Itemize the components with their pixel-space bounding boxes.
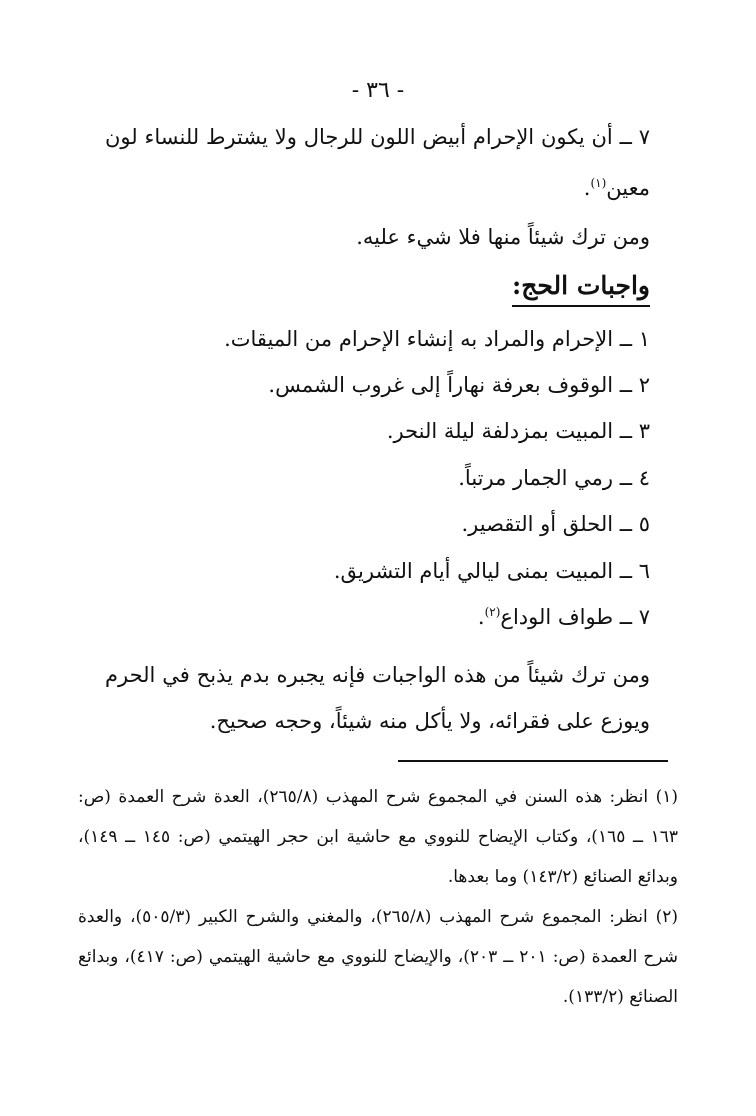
conditions-item-7-text: ٧ ــ أن يكون الإحرام أبيض اللون للرجال ولا يشترط للنساء لون معين (105, 125, 650, 200)
footnote-1 (78, 777, 678, 897)
list-item: ٤ ــ رمي الجمار مرتباً. (458, 466, 650, 490)
conditions-note: ومن ترك شيئاً منها فلا شيء عليه. (356, 225, 650, 249)
page-number: - ٣٦ - (351, 78, 405, 103)
list-item: ١ ــ الإحرام والمراد به إنشاء الإحرام من الميقات. (224, 327, 650, 351)
footnote-text: انظر: المجموع شرح المهذب (٢٦٥/٨)، والمغني والشرح الكبير (٥٠٥/٣)، والعدة شرح العمدة (ص: ٢٠١ ــ ٢٠٣)، والإيضاح للنووي مع حاشية الهيتمي (ص: ٤١٧)، وبدائع الصنائع (١٣٣/٢). (78, 907, 679, 1007)
list-item: ٧ ــ طواف الوداع$^{(٢)}$. (477, 605, 650, 629)
section-heading: واجبات الحج: (512, 269, 650, 307)
footnote-number: (١) (655, 787, 678, 807)
list-item: ٣ ــ المبيت بمزدلفة ليلة النحر. (386, 419, 650, 443)
footnote-ref-2: (٢) (484, 605, 501, 619)
footnote-number: (٢) (655, 907, 679, 927)
list-item: ٥ ــ الحلق أو التقصير. (461, 512, 650, 536)
footnote-ref-1: (١) (590, 176, 607, 190)
footnote-divider (398, 760, 668, 762)
list-item: ٢ ــ الوقوف بعرفة نهاراً إلى غروب الشمس. (268, 373, 650, 397)
footnote-2 (78, 897, 678, 1017)
conditions-item-7: ٧ ــ أن يكون الإحرام أبيض اللون للرجال ولا يشترط للنساء لون معين$^{(١)}$. (105, 125, 650, 200)
closing-paragraph: ومن ترك شيئاً من هذه الواجبات فإنه يجبره بدم يذبح في الحرم ويوزع على فقرائه، ولا يأكل منه شيئاً، وحجه صحيح. (105, 663, 650, 733)
list-item: ٦ ــ المبيت بمنى ليالي أيام التشريق. (333, 559, 650, 583)
footnote-text: انظر: هذه السنن في المجموع شرح المهذب (٢٦٥/٨)، العدة شرح العمدة (ص: ١٦٣ ــ ١٦٥)، وكتاب الإيضاح للنووي مع حاشية ابن حجر الهيتمي (ص: ١٤٥ ــ ١٤٩)، وبدائع الصنائع (١٤٣/٢) وما بعدها. (78, 787, 678, 887)
